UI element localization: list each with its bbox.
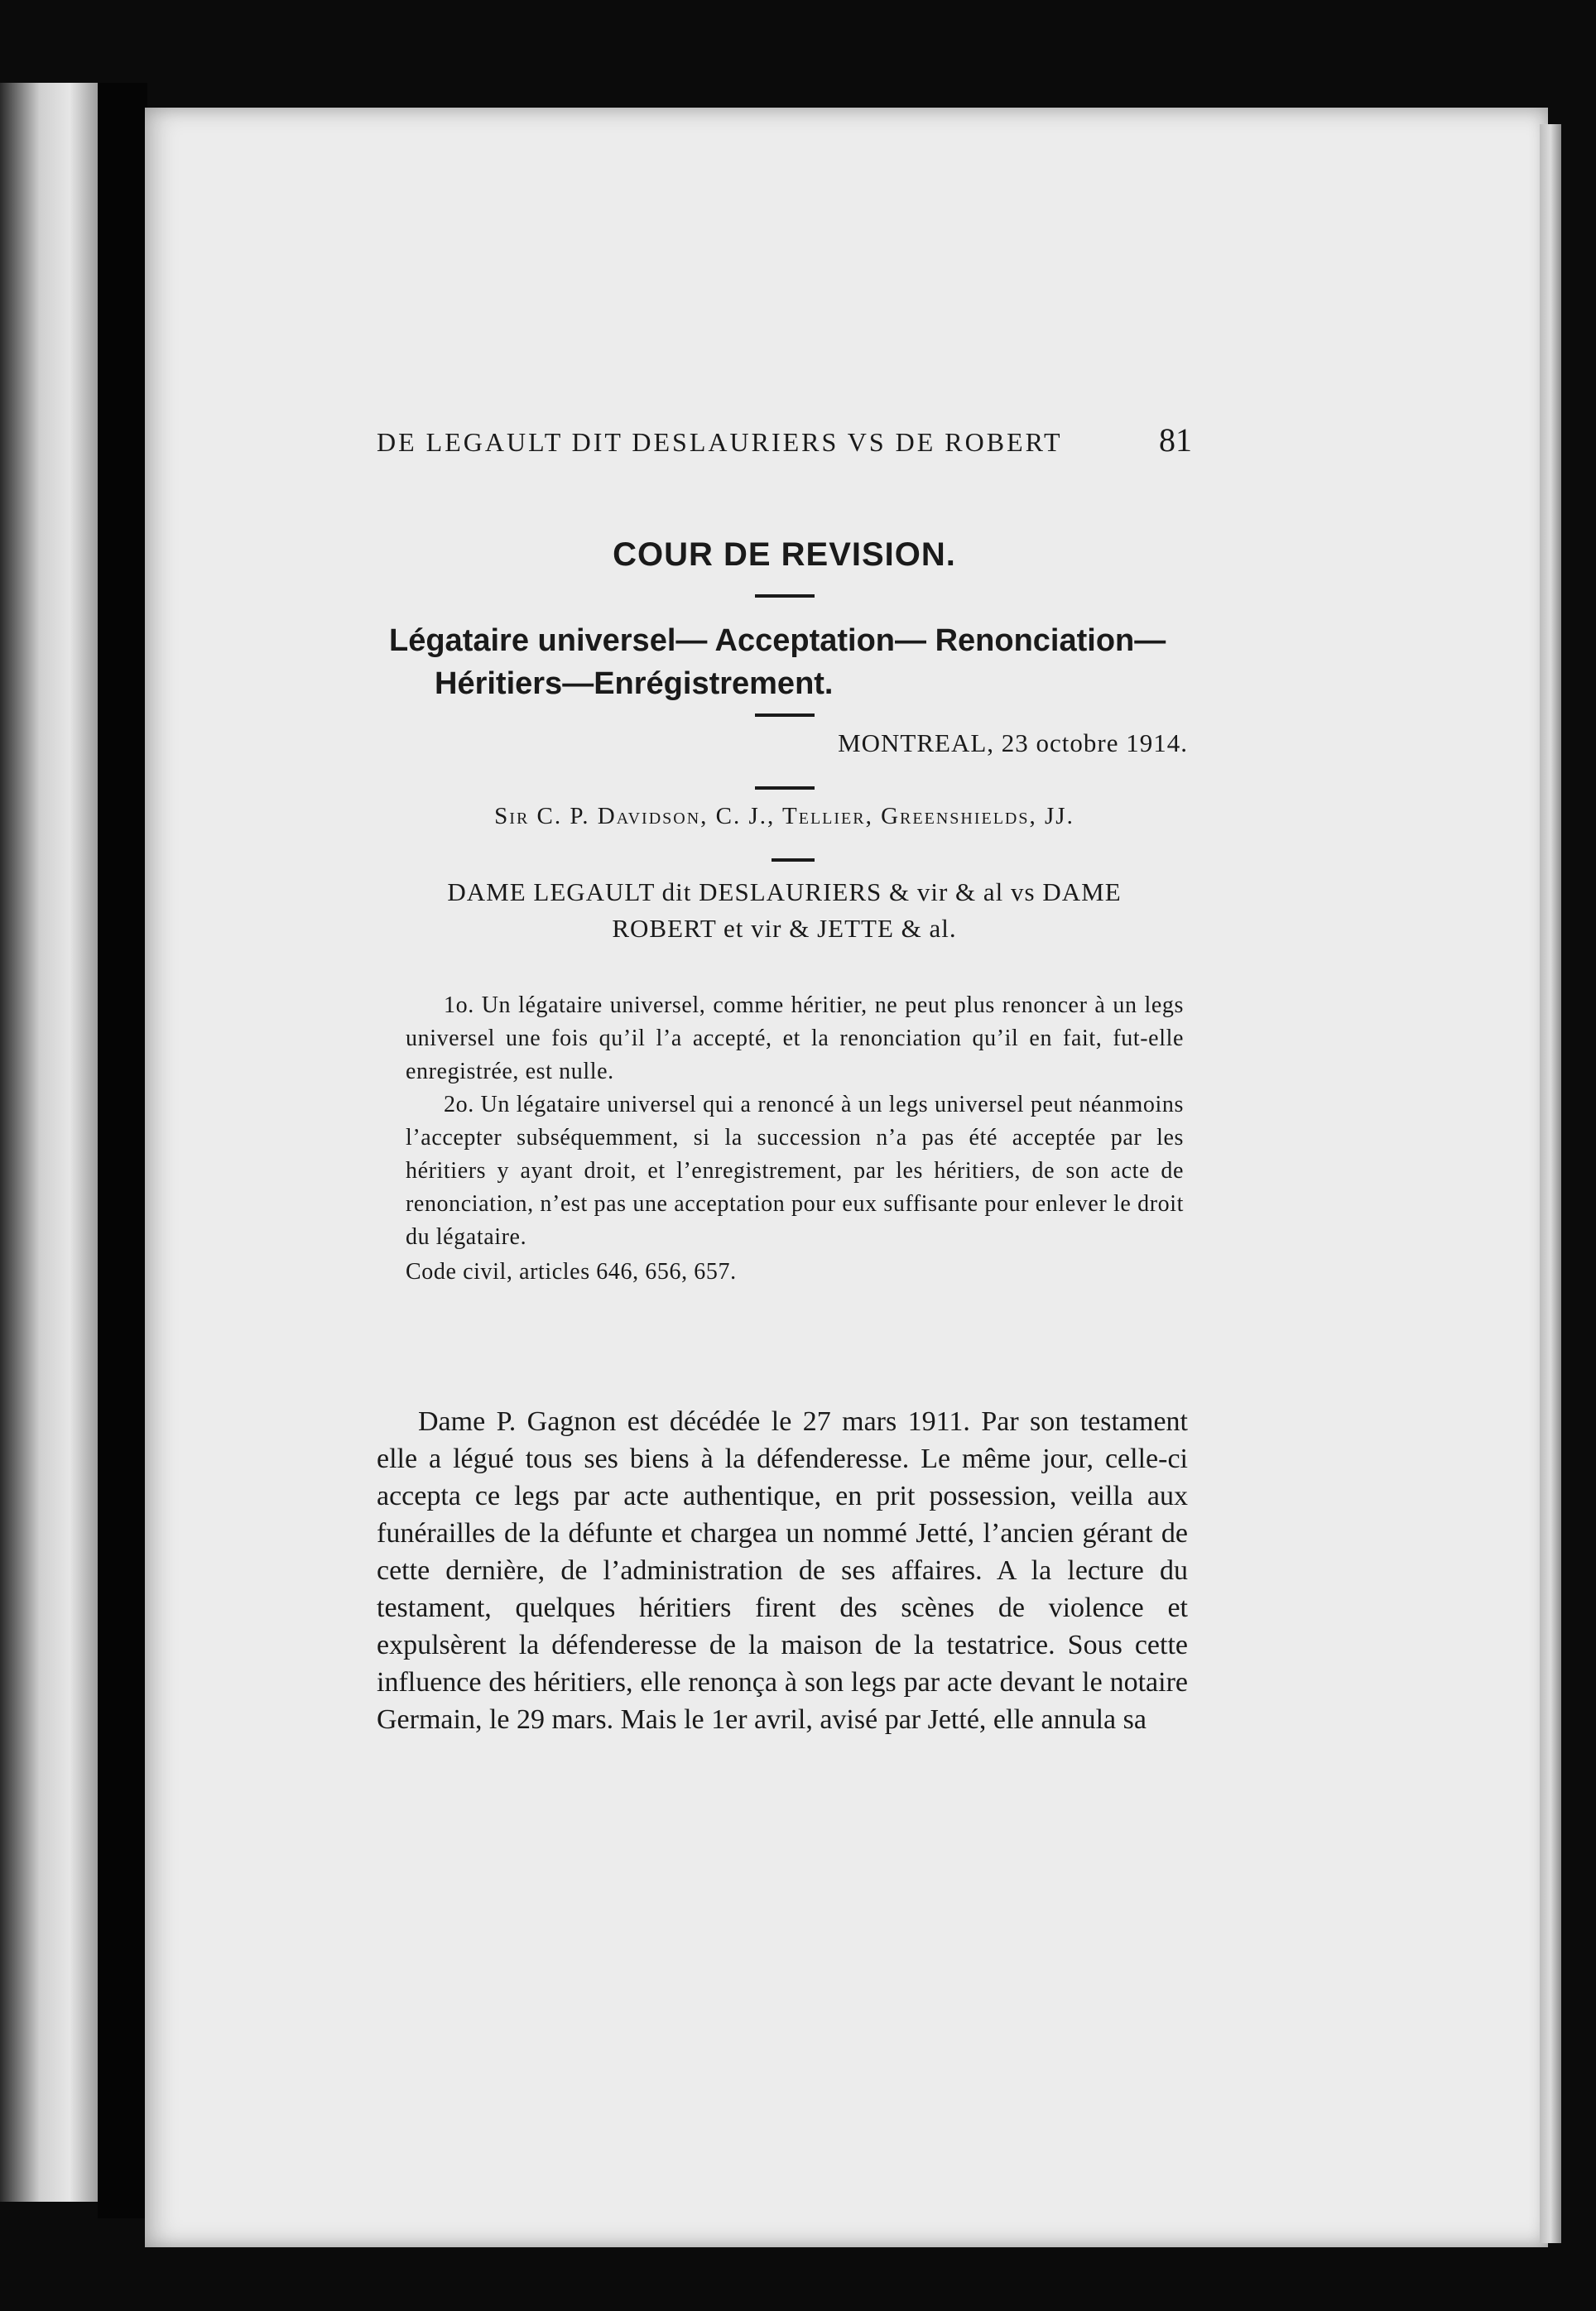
- adjacent-page-edge: [0, 83, 99, 2202]
- page-stack-edge: [1540, 124, 1561, 2243]
- body-paragraph: Dame P. Gagnon est décédée le 27 mars 1911. Par son testament elle a légué tous ses biens à la défenderesse. Le même jour, celle-ci accepta ce legs par acte authentique, en prit possession, veilla aux funérailles de la défunte et chargea un nommé Jetté, l’ancien gérant de cette dernière, de l’administration de ses affaires. A la lecture du testament, quelques héritiers firent des scènes de violence et expulsèrent la défenderesse de la maison de la testatrice. Sous cette influence des héritiers, elle renonça à son legs par acte devant le notaire Germain, le 29 mars. Mais le 1er avril, avisé par Jetté, elle annula sa: [377, 1406, 1188, 1735]
- subject-line-2: Héritiers—Enrégistrement.: [435, 666, 834, 701]
- judges: Sir C. P. Davidson, C. J., Tellier, Greenshields, JJ.: [494, 803, 1074, 829]
- rule-4: [772, 858, 815, 862]
- parties-line-2: ROBERT et vir & JETTE & al.: [612, 914, 957, 943]
- running-head-title: DE LEGAULT DIT DESLAURIERS VS DE ROBERT: [377, 427, 1063, 457]
- rule-3: [755, 786, 815, 790]
- running-head: [377, 420, 1192, 470]
- book-gutter: [98, 83, 147, 2218]
- headnote-2: 2o. Un légataire universel qui a renoncé à un legs universel peut néanmoins l’accepter subséquemment, si la succession n’a pas été acceptée par les héritiers y ayant droit, et l’enregistrement, par les héritiers, de son acte de renonciation, n’est pas une acceptation pour eux suffisante pour enlever le droit du légataire.: [406, 1092, 1184, 1250]
- subject-heading: [389, 619, 1196, 705]
- rule-2: [755, 713, 815, 717]
- court-heading: COUR DE REVISION.: [613, 536, 956, 573]
- code-reference: Code civil, articles 646, 656, 657.: [406, 1259, 737, 1285]
- parties: [377, 874, 1192, 947]
- body-text: [377, 1403, 1188, 1738]
- parties-line-1: DAME LEGAULT dit DESLAURIERS & vir & al vs DAME: [447, 877, 1122, 906]
- page-number: 81: [1159, 421, 1192, 459]
- rule-1: [755, 594, 815, 598]
- place-date: MONTREAL, 23 octobre 1914.: [838, 728, 1188, 757]
- headnotes: [406, 989, 1184, 1289]
- subject-line-1: Légataire universel— Acceptation— Renonciation—: [389, 623, 1166, 658]
- headnote-1: 1o. Un légataire universel, comme héritier, ne peut plus renoncer à un legs universel une fois qu’il l’a accepté, et la renonciation qu’il en fait, fut-elle enregistrée, est nulle.: [406, 992, 1184, 1084]
